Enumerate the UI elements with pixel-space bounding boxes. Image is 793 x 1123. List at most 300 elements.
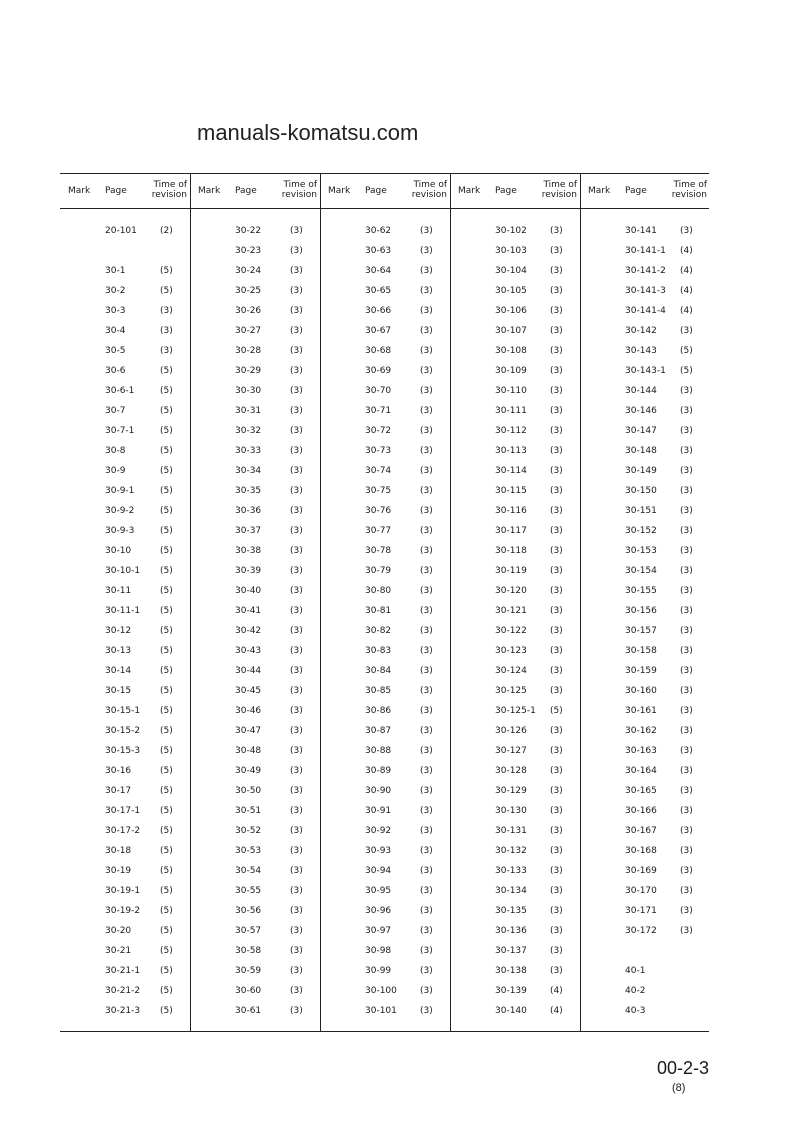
page-cell: 30-70: [365, 386, 392, 396]
table-row: [450, 464, 580, 478]
revision-cell: (3): [680, 686, 693, 696]
table-row: [60, 824, 190, 838]
page-cell: 30-125: [495, 686, 527, 696]
table-row: [60, 344, 190, 358]
revision-cell: (3): [550, 646, 563, 656]
column-group: [190, 174, 321, 1031]
table-row: [320, 324, 450, 338]
page-cell: 30-101: [365, 1006, 397, 1016]
page-cell: 30-134: [495, 886, 527, 896]
revision-cell: (3): [420, 426, 433, 436]
page-cell: 30-96: [365, 906, 392, 916]
revision-cell: (3): [290, 246, 303, 256]
revision-cell: (3): [680, 906, 693, 916]
page-cell: 30-109: [495, 366, 527, 376]
revision-cell: (3): [420, 826, 433, 836]
revision-cell: (3): [290, 766, 303, 776]
revision-cell: (3): [290, 886, 303, 896]
page-cell: 30-46: [235, 706, 262, 716]
table-row: [60, 544, 190, 558]
table-row: [320, 264, 450, 278]
table-row: [190, 684, 320, 698]
revision-cell: (3): [290, 706, 303, 716]
page-cell: 30-156: [625, 606, 657, 616]
page-cell: 30-140: [495, 1006, 527, 1016]
table-row: [580, 804, 710, 818]
page-cell: 30-133: [495, 866, 527, 876]
revision-cell: (3): [550, 906, 563, 916]
table-row: [190, 964, 320, 978]
table-row: [450, 344, 580, 358]
revision-cell: (5): [160, 406, 173, 416]
page-cell: 30-103: [495, 246, 527, 256]
revision-cell: (5): [160, 666, 173, 676]
table-row: [60, 944, 190, 958]
table-row: [580, 884, 710, 898]
revision-cell: (3): [550, 766, 563, 776]
table-row: [580, 984, 710, 998]
table-row: [450, 624, 580, 638]
revision-cell: (5): [160, 986, 173, 996]
page-cell: 30-85: [365, 686, 392, 696]
table-row: [190, 444, 320, 458]
revision-cell: (5): [160, 706, 173, 716]
revision-cell: (4): [680, 286, 693, 296]
revision-cell: (3): [420, 886, 433, 896]
table-row: [580, 544, 710, 558]
table-row: [190, 624, 320, 638]
table-row: [60, 644, 190, 658]
header-mark: Mark: [198, 186, 221, 196]
page-cell: 30-49: [235, 766, 262, 776]
page-cell: 30-52: [235, 826, 262, 836]
revision-cell: (3): [290, 866, 303, 876]
table-row: [60, 664, 190, 678]
revision-cell: (3): [680, 466, 693, 476]
revision-cell: (3): [680, 766, 693, 776]
table-row: [190, 584, 320, 598]
table-row: [320, 284, 450, 298]
revision-cell: (3): [550, 866, 563, 876]
revision-cell: (5): [160, 646, 173, 656]
revision-cell: (3): [550, 466, 563, 476]
table-row: [580, 324, 710, 338]
page-cell: 30-152: [625, 526, 657, 536]
revision-cell: (3): [420, 966, 433, 976]
revision-cell: (3): [420, 346, 433, 356]
table-row: [580, 344, 710, 358]
revision-cell: (5): [160, 946, 173, 956]
revision-cell: (3): [420, 666, 433, 676]
revision-cell: (3): [550, 846, 563, 856]
revision-cell: (3): [290, 426, 303, 436]
page-cell: 30-44: [235, 666, 262, 676]
table-row: [580, 264, 710, 278]
page-cell: 30-143-1: [625, 366, 666, 376]
page-cell: 30-86: [365, 706, 392, 716]
page-cell: 30-154: [625, 566, 657, 576]
page-cell: 30-163: [625, 746, 657, 756]
table-row: [580, 864, 710, 878]
page-cell: 30-9-1: [105, 486, 135, 496]
page-cell: 30-69: [365, 366, 392, 376]
page-cell: 30-32: [235, 426, 262, 436]
page-cell: 30-141-1: [625, 246, 666, 256]
page-cell: 30-39: [235, 566, 262, 576]
page-cell: 30-9: [105, 466, 126, 476]
page-cell: 20-101: [105, 226, 137, 236]
page-cell: 30-104: [495, 266, 527, 276]
page-cell: 30-141-2: [625, 266, 666, 276]
page-cell: 30-171: [625, 906, 657, 916]
revision-cell: (3): [420, 646, 433, 656]
page-cell: 30-54: [235, 866, 262, 876]
page-cell: 30-15-2: [105, 726, 141, 736]
table-row: [320, 704, 450, 718]
table-row: [320, 904, 450, 918]
page-cell: 30-88: [365, 746, 392, 756]
page-cell: 30-1: [105, 266, 126, 276]
table-row: [450, 1004, 580, 1018]
table-row: [60, 784, 190, 798]
table-row: [320, 724, 450, 738]
page-cell: 30-144: [625, 386, 657, 396]
revision-cell: (5): [160, 746, 173, 756]
revision-cell: (3): [550, 606, 563, 616]
revision-cell: (3): [420, 226, 433, 236]
table-row: [450, 904, 580, 918]
page-cell: 30-17: [105, 786, 132, 796]
page-cell: 30-58: [235, 946, 262, 956]
revision-cell: (3): [290, 346, 303, 356]
table-row: [190, 564, 320, 578]
revision-cell: (5): [160, 386, 173, 396]
revision-cell: (3): [680, 486, 693, 496]
table-row: [320, 924, 450, 938]
page-cell: 30-30: [235, 386, 262, 396]
revision-cell: (3): [290, 386, 303, 396]
table-row: [320, 684, 450, 698]
table-row: [580, 504, 710, 518]
header-time-of-revision: [672, 180, 707, 214]
revision-cell: (5): [680, 346, 693, 356]
header-revision: revision: [151, 190, 187, 200]
table-row: [60, 404, 190, 418]
revision-cell: (3): [420, 606, 433, 616]
page-cell: 30-164: [625, 766, 657, 776]
page-cell: 30-59: [235, 966, 262, 976]
revision-cell: (4): [550, 986, 563, 996]
table-row: [450, 484, 580, 498]
revision-cell: (3): [550, 786, 563, 796]
page-cell: 30-160: [625, 686, 657, 696]
revision-cell: (3): [290, 266, 303, 276]
page-cell: 30-74: [365, 466, 392, 476]
revision-cell: (3): [550, 346, 563, 356]
revision-cell: (4): [680, 266, 693, 276]
revision-cell: (3): [290, 466, 303, 476]
page-cell: 30-42: [235, 626, 262, 636]
table-row: [580, 424, 710, 438]
revision-cell: (4): [680, 306, 693, 316]
table-row: [190, 384, 320, 398]
table-row: [320, 804, 450, 818]
page-cell: 30-50: [235, 786, 262, 796]
table-row: [320, 564, 450, 578]
page-cell: 30-128: [495, 766, 527, 776]
table-row: [190, 504, 320, 518]
revision-cell: (3): [550, 426, 563, 436]
page-cell: 30-167: [625, 826, 657, 836]
table-row: [320, 544, 450, 558]
table-row: [60, 724, 190, 738]
revision-cell: (5): [160, 366, 173, 376]
table-row: [320, 624, 450, 638]
table-row: [190, 464, 320, 478]
page-cell: 30-60: [235, 986, 262, 996]
revision-cell: (3): [290, 566, 303, 576]
page-cell: 30-68: [365, 346, 392, 356]
revision-cell: (3): [550, 806, 563, 816]
revision-cell: (5): [160, 1006, 173, 1016]
page-cell: 30-34: [235, 466, 262, 476]
page-cell: 30-135: [495, 906, 527, 916]
table-row: [580, 484, 710, 498]
revision-cell: (3): [680, 426, 693, 436]
table-row: [60, 324, 190, 338]
page-cell: 30-64: [365, 266, 392, 276]
revision-cell: (5): [160, 586, 173, 596]
page-cell: 30-127: [495, 746, 527, 756]
page-cell: 30-91: [365, 806, 392, 816]
page-cell: 30-148: [625, 446, 657, 456]
header-revision: revision: [541, 190, 577, 200]
page-cell: 30-3: [105, 306, 126, 316]
revision-cell: (3): [420, 906, 433, 916]
revision-cell: (5): [160, 426, 173, 436]
page-cell: 30-84: [365, 666, 392, 676]
page-cell: 30-116: [495, 506, 527, 516]
revision-cell: (3): [420, 466, 433, 476]
table-row: [190, 804, 320, 818]
revision-cell: (4): [550, 1006, 563, 1016]
page-cell: 30-106: [495, 306, 527, 316]
revision-cell: (3): [160, 326, 173, 336]
page-cell: 30-7-1: [105, 426, 135, 436]
revision-cell: (3): [290, 686, 303, 696]
page-cell: 30-90: [365, 786, 392, 796]
table-row: [450, 524, 580, 538]
table-row: [320, 584, 450, 598]
table-row: [320, 784, 450, 798]
header-page: Page: [495, 186, 517, 196]
page-cell: 30-19-1: [105, 886, 141, 896]
header-mark: Mark: [458, 186, 481, 196]
revision-cell: (3): [550, 826, 563, 836]
revision-cell: (3): [680, 786, 693, 796]
revision-cell: (5): [160, 626, 173, 636]
revision-cell: (3): [420, 526, 433, 536]
table-row: [450, 884, 580, 898]
revision-cell: (4): [680, 246, 693, 256]
table-row: [60, 624, 190, 638]
page-cell: 30-114: [495, 466, 527, 476]
table-row: [60, 424, 190, 438]
page-cell: 30-65: [365, 286, 392, 296]
page-cell: 30-16: [105, 766, 132, 776]
table-row: [580, 644, 710, 658]
revision-cell: (3): [290, 306, 303, 316]
revision-cell: (5): [160, 606, 173, 616]
revision-cell: (3): [550, 286, 563, 296]
revision-cell: (3): [290, 826, 303, 836]
page-cell: 30-53: [235, 846, 262, 856]
revision-cell: (3): [290, 1006, 303, 1016]
page-cell: 30-10-1: [105, 566, 141, 576]
revision-cell: (3): [290, 486, 303, 496]
table-row: [450, 764, 580, 778]
revision-table: [60, 173, 709, 1032]
revision-cell: (3): [550, 526, 563, 536]
header-mark: Mark: [588, 186, 611, 196]
revision-cell: (3): [290, 406, 303, 416]
revision-cell: (3): [680, 506, 693, 516]
page-cell: 30-102: [495, 226, 527, 236]
table-row: [580, 964, 710, 978]
page-cell: 30-14: [105, 666, 132, 676]
revision-cell: (3): [680, 326, 693, 336]
header-revision: revision: [281, 190, 317, 200]
revision-cell: (3): [290, 506, 303, 516]
revision-cell: (3): [680, 226, 693, 236]
table-row: [190, 884, 320, 898]
table-row: [190, 864, 320, 878]
revision-cell: (3): [290, 586, 303, 596]
page-cell: 30-9-3: [105, 526, 135, 536]
page-cell: 30-150: [625, 486, 657, 496]
revision-cell: (5): [160, 766, 173, 776]
page-cell: 30-89: [365, 766, 392, 776]
page-cell: 30-19: [105, 866, 132, 876]
table-row: [60, 804, 190, 818]
table-row: [580, 444, 710, 458]
revision-cell: (3): [550, 446, 563, 456]
page-cell: 30-51: [235, 806, 262, 816]
table-row: [320, 1004, 450, 1018]
page-cell: 30-141: [625, 226, 657, 236]
page-cell: 30-15-1: [105, 706, 141, 716]
page-cell: 30-87: [365, 726, 392, 736]
revision-cell: (3): [550, 226, 563, 236]
page-cell: 30-4: [105, 326, 126, 336]
page-cell: 30-35: [235, 486, 262, 496]
page-cell: 30-121: [495, 606, 527, 616]
table-row: [580, 844, 710, 858]
table-row: [190, 944, 320, 958]
page-cell: 30-95: [365, 886, 392, 896]
revision-cell: (3): [550, 726, 563, 736]
page-cell: 30-38: [235, 546, 262, 556]
revision-cell: (3): [160, 346, 173, 356]
table-row: [450, 384, 580, 398]
page-cell: 30-73: [365, 446, 392, 456]
table-row: [450, 244, 580, 258]
revision-cell: (5): [160, 526, 173, 536]
table-row: [450, 324, 580, 338]
revision-cell: (3): [420, 726, 433, 736]
table-row: [450, 604, 580, 618]
page-cell: 30-7: [105, 406, 126, 416]
revision-cell: (3): [550, 546, 563, 556]
page-cell: 30-21-2: [105, 986, 141, 996]
table-row: [320, 964, 450, 978]
revision-cell: (5): [160, 686, 173, 696]
table-row: [190, 664, 320, 678]
revision-cell: (3): [290, 946, 303, 956]
table-row: [580, 524, 710, 538]
revision-cell: (3): [420, 626, 433, 636]
page-cell: 30-45: [235, 686, 262, 696]
revision-cell: (3): [290, 626, 303, 636]
revision-cell: (3): [420, 1006, 433, 1016]
column-group: [60, 174, 191, 1031]
revision-cell: (5): [680, 366, 693, 376]
page-cell: 30-66: [365, 306, 392, 316]
page-cell: 30-129: [495, 786, 527, 796]
page-cell: 30-79: [365, 566, 392, 576]
page-cell: 30-56: [235, 906, 262, 916]
revision-cell: (3): [550, 926, 563, 936]
revision-cell: (5): [160, 826, 173, 836]
table-row: [190, 824, 320, 838]
page-cell: 30-29: [235, 366, 262, 376]
table-row: [190, 304, 320, 318]
page-cell: 30-131: [495, 826, 527, 836]
page-cell: 30-62: [365, 226, 392, 236]
page-cell: 40-1: [625, 966, 646, 976]
page-cell: 30-20: [105, 926, 132, 936]
table-row: [320, 884, 450, 898]
revision-cell: (3): [680, 626, 693, 636]
table-row: [580, 584, 710, 598]
table-row: [190, 524, 320, 538]
table-row: [320, 384, 450, 398]
revision-cell: (3): [680, 886, 693, 896]
page-cell: 30-125-1: [495, 706, 536, 716]
page-cell: 30-100: [365, 986, 397, 996]
page-cell: 30-99: [365, 966, 392, 976]
header-revision: revision: [671, 190, 707, 200]
page-cell: 30-151: [625, 506, 657, 516]
table-row: [190, 844, 320, 858]
table-row: [190, 724, 320, 738]
page-cell: 30-172: [625, 926, 657, 936]
table-row: [450, 444, 580, 458]
revision-cell: (3): [290, 646, 303, 656]
table-row: [580, 784, 710, 798]
table-row: [580, 744, 710, 758]
page-cell: 30-21-3: [105, 1006, 141, 1016]
table-row: [580, 1004, 710, 1018]
table-row: [450, 844, 580, 858]
table-row: [320, 244, 450, 258]
page-cell: 30-8: [105, 446, 126, 456]
table-row: [60, 504, 190, 518]
page-cell: 30-6-1: [105, 386, 135, 396]
revision-cell: (3): [550, 306, 563, 316]
revision-cell: (5): [160, 886, 173, 896]
revision-cell: (3): [680, 806, 693, 816]
